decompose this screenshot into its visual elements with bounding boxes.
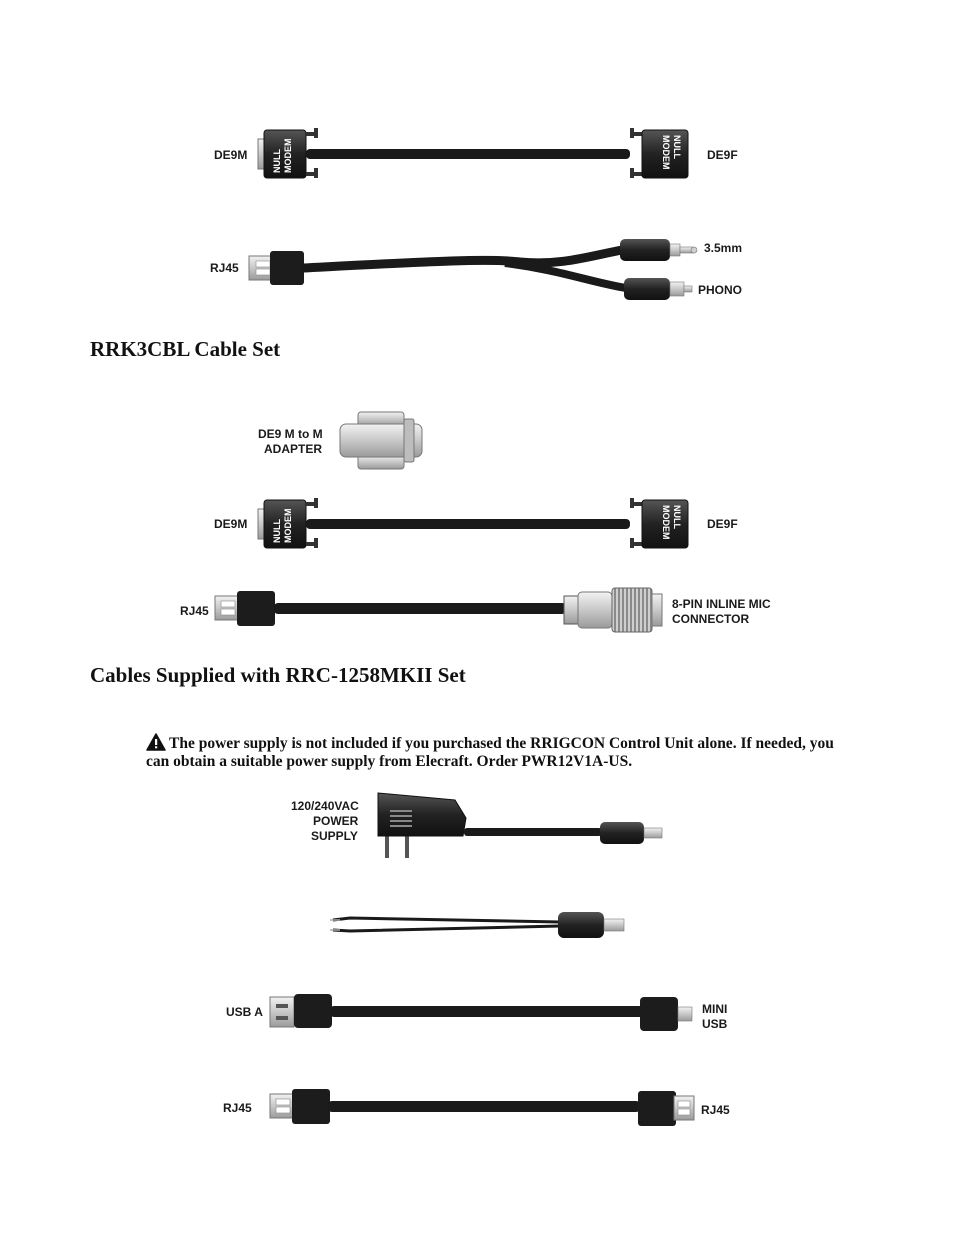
psu-label-line3: SUPPLY <box>311 829 358 843</box>
3-5mm-plug <box>620 239 697 261</box>
mic-label-line2: CONNECTOR <box>672 612 750 626</box>
svg-text:MODEM: MODEM <box>283 138 293 173</box>
de9m-label-2: DE9M <box>214 517 248 531</box>
svg-text:NULL: NULL <box>672 505 682 529</box>
rj45-cable <box>223 1089 730 1126</box>
rj45-plug <box>270 251 304 285</box>
psu-label-line2: POWER <box>313 814 359 828</box>
heading-rrc-1258mkii: Cables Supplied with RRC-1258MKII Set <box>90 663 466 687</box>
de9m-label: DE9M <box>214 148 248 162</box>
de9f-connector <box>630 128 688 178</box>
heading-rrk3cbl: RRK3CBL Cable Set <box>90 337 281 361</box>
audio-y-cable <box>210 239 742 300</box>
de9-adapter <box>258 412 422 469</box>
8-pin-mic-connector <box>564 588 662 632</box>
rj45-left-label: RJ45 <box>223 1101 252 1115</box>
mic-cable <box>180 588 771 632</box>
psu-label-line1: 120/240VAC <box>291 799 359 813</box>
power-supply <box>291 793 662 858</box>
mini-usb-label-line1: MINI <box>702 1002 728 1016</box>
de9f-label-2: DE9F <box>707 517 738 531</box>
adapter-label-line2: ADAPTER <box>264 442 323 456</box>
power-supply-note <box>146 733 836 771</box>
mini-usb-label-line2: USB <box>702 1017 728 1031</box>
phono-plug <box>624 278 692 300</box>
svg-text:NULL: NULL <box>272 149 282 173</box>
de9f-connector-2 <box>630 498 688 548</box>
3-5mm-label: 3.5mm <box>704 241 743 255</box>
svg-text:NULL: NULL <box>672 135 682 159</box>
usb-a-label: USB A <box>226 1005 263 1019</box>
dc-pigtail-cable <box>330 912 624 938</box>
phono-label: PHONO <box>698 283 743 297</box>
mic-label-line1: 8-PIN INLINE MIC <box>672 597 771 611</box>
svg-text:NULL: NULL <box>272 519 282 543</box>
serial-cable-set1 <box>214 128 738 178</box>
rj45-label-mic: RJ45 <box>180 604 209 618</box>
serial-cable-set2 <box>214 498 738 548</box>
warning-icon <box>146 733 166 751</box>
svg-text:MODEM: MODEM <box>661 505 671 540</box>
note-text: The power supply is not included if you purchased the RRIGCON Control Unit alone. If needed, you can obtain a suitable power supply from Elecraft. Order PWR12V1A-US. <box>146 735 834 770</box>
de9f-label: DE9F <box>707 148 738 162</box>
rj45-label-audio: RJ45 <box>210 261 239 275</box>
svg-text:MODEM: MODEM <box>661 135 671 170</box>
serial-cable <box>306 149 630 159</box>
usb-cable <box>226 994 728 1031</box>
rj45-right-label: RJ45 <box>701 1103 730 1117</box>
adapter-label-line1: DE9 M to M <box>258 427 323 441</box>
svg-text:MODEM: MODEM <box>283 508 293 543</box>
